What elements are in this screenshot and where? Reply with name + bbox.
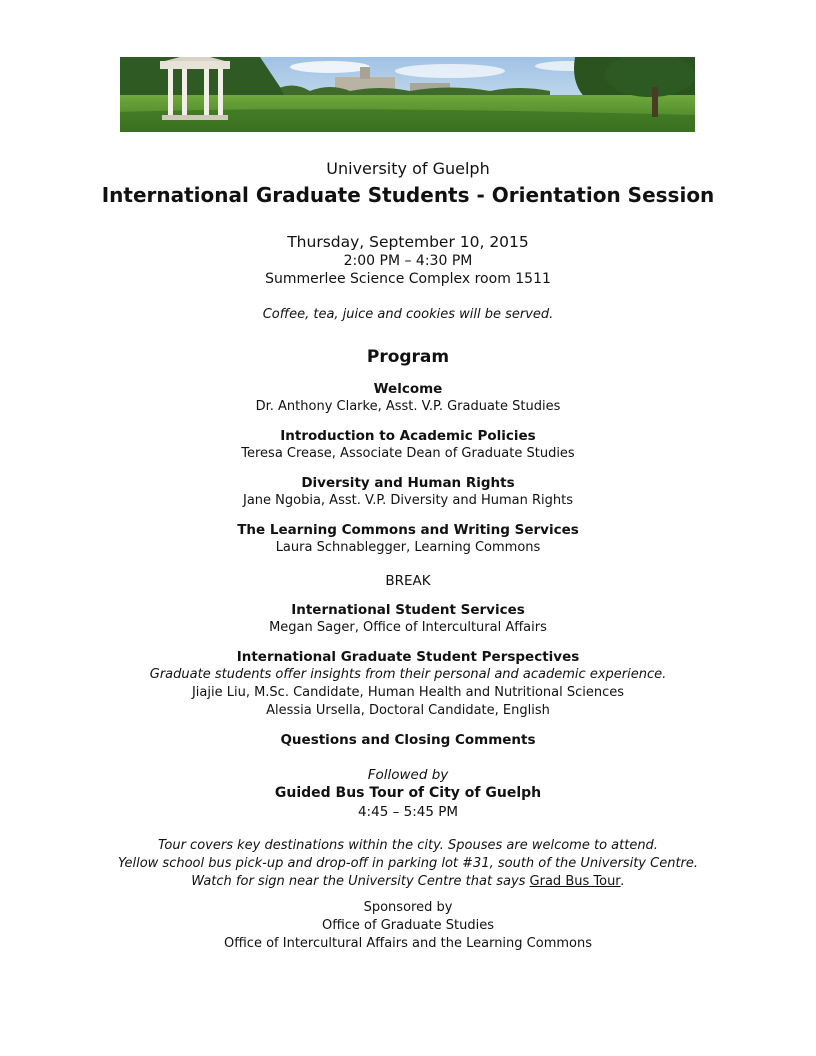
event-date: Thursday, September 10, 2015 <box>287 233 529 251</box>
session-speaker: Laura Schnablegger, Learning Commons <box>275 540 541 555</box>
tour-note-text: . <box>620 874 625 889</box>
bus-tour-time: 4:45 – 5:45 PM <box>357 804 459 820</box>
session-speaker: Jane Ngobia, Asst. V.P. Diversity and Human Rights <box>242 493 573 508</box>
session-title: The Learning Commons and Writing Services <box>237 522 579 538</box>
break-label: BREAK <box>385 573 431 589</box>
bus-tour-notes <box>0 837 816 891</box>
session-diversity <box>0 474 816 510</box>
university-name: University of Guelph <box>326 159 490 178</box>
tour-note: Yellow school bus pick-up and drop-off in parking lot #31, south of the University Centre. <box>117 856 699 871</box>
sponsor-name: Office of Graduate Studies <box>321 918 495 933</box>
tour-note <box>0 873 816 891</box>
sponsored-by-label: Sponsored by <box>363 900 453 915</box>
tour-note-text: Watch for sign near the University Centre that says <box>191 874 530 889</box>
session-speaker: Megan Sager, Office of Intercultural Affairs <box>269 620 547 635</box>
session-closing <box>0 731 816 749</box>
session-title: Questions and Closing Comments <box>280 732 536 748</box>
program-heading: Program <box>366 347 450 367</box>
session-academic-policies <box>0 427 816 463</box>
grad-bus-tour-link[interactable]: Grad Bus Tour <box>529 874 621 889</box>
session-speaker: Dr. Anthony Clarke, Asst. V.P. Graduate Studies <box>255 399 561 414</box>
sponsors-block <box>0 899 816 953</box>
event-title: International Graduate Students - Orientation Session <box>101 183 715 207</box>
bus-tour-title: Guided Bus Tour of City of Guelph <box>274 785 542 801</box>
campus-banner-image <box>120 57 695 132</box>
session-student-perspectives <box>0 648 816 720</box>
refreshments-note: Coffee, tea, juice and cookies will be served. <box>262 307 554 322</box>
event-time: 2:00 PM – 4:30 PM <box>343 253 473 269</box>
session-speaker: Teresa Crease, Associate Dean of Graduate Studies <box>241 446 575 461</box>
session-speaker: Jiajie Liu, M.Sc. Candidate, Human Health and Nutritional Sciences <box>191 685 625 700</box>
tour-note: Tour covers key destinations within the city. Spouses are welcome to attend. <box>158 838 658 853</box>
flyer-content <box>0 158 816 953</box>
event-location: Summerlee Science Complex room 1511 <box>265 271 551 287</box>
session-title: Introduction to Academic Policies <box>280 428 536 444</box>
session-description: Graduate students offer insights from their personal and academic experience. <box>149 667 667 682</box>
session-title: International Graduate Student Perspectives <box>236 649 580 665</box>
session-speaker: Alessia Ursella, Doctoral Candidate, English <box>266 703 550 718</box>
session-title: International Student Services <box>291 602 525 618</box>
sponsor-name: Office of Intercultural Affairs and the Learning Commons <box>224 936 592 951</box>
session-welcome <box>0 380 816 416</box>
followed-by-label: Followed by <box>367 767 449 783</box>
session-title: Diversity and Human Rights <box>301 475 515 491</box>
session-title: Welcome <box>373 381 443 397</box>
session-learning-commons <box>0 521 816 557</box>
session-international-services <box>0 601 816 637</box>
